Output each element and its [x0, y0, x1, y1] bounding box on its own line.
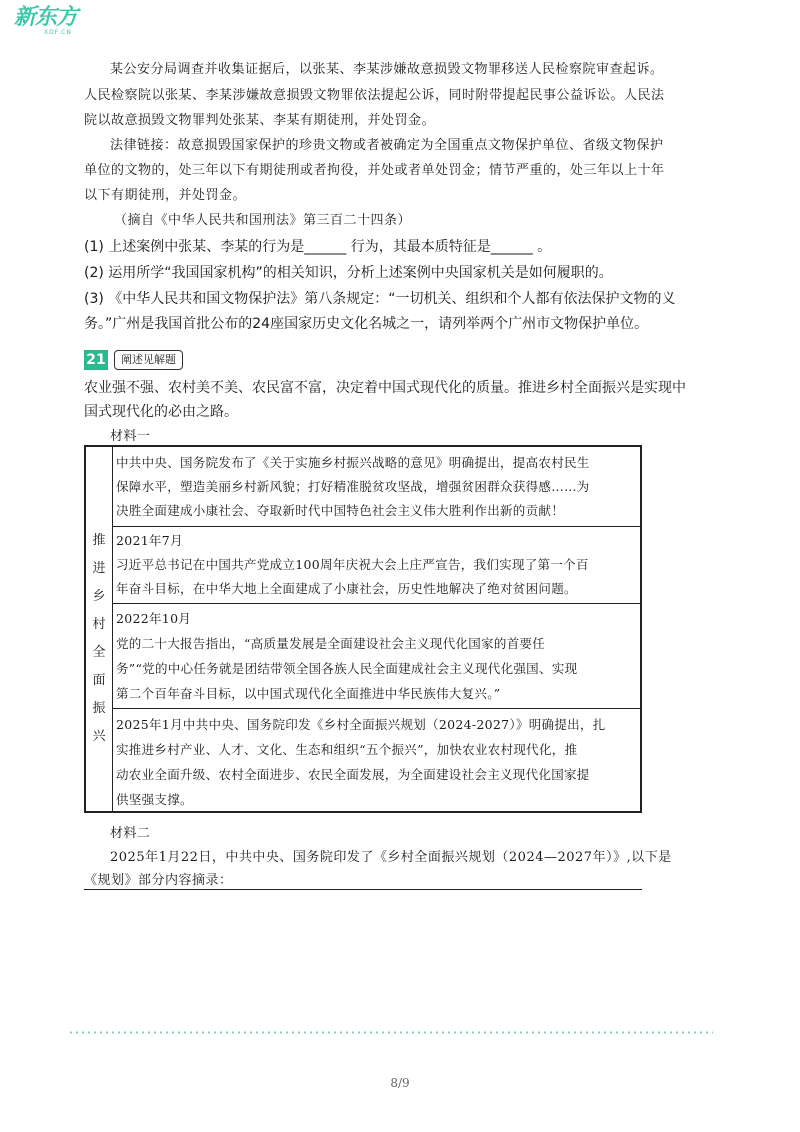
law-source: （摘自《中华人民共和国刑法》第三百二十四条）: [114, 213, 412, 228]
case-line-1: 某公安分局调查并收集证据后，以张某、李某涉嫌故意损毁文物罪移送人民检察院审查起诉。: [110, 62, 664, 77]
table-cell-line: 年奋斗目标，在中华大地上全面建成了小康社会，历史性地解决了绝对贫困问题。: [116, 581, 577, 596]
question-1: (1) 上述案例中张某、李某的行为是______ 行为，其最本质特征是______ 。: [84, 239, 552, 255]
q21-intro-line-2: 国式现代化的必由之路。: [84, 404, 238, 420]
section-underline: [84, 889, 642, 890]
page-number: 8/9: [390, 1076, 410, 1090]
table-cell-date: 2021年7月: [116, 533, 183, 548]
logo-subtext: XDF.CN: [44, 29, 72, 36]
table-divider: [112, 447, 113, 811]
question-number-badge: 21: [84, 350, 108, 370]
q21-intro-line-1: 农业强不强、农村美不美、农民富不富，决定着中国式现代化的质量。推进乡村全面振兴是实现中: [84, 380, 686, 396]
row-divider: [112, 603, 640, 604]
row-divider: [112, 526, 640, 527]
material-2-line-2: 《规划》部分内容摘录：: [84, 873, 233, 888]
material-2-line-1: 2025年1月22日，中共中央、国务院印发了《乡村全面振兴规划（2024—2027年）》,以下是: [110, 850, 672, 865]
case-line-3: 院以故意损毁文物罪判处张某、李某有期徒刑，并处罚金。: [84, 113, 436, 128]
law-link-line-3: 以下有期徒刑，并处罚金。: [84, 188, 247, 203]
question-type-tag: 阐述见解题: [114, 350, 183, 370]
table-cell-line: 中共中央、国务院发布了《关于实施乡村振兴战略的意见》明确提出，提高农村民生: [116, 455, 590, 470]
side-label: 推 进 乡 村 全 面 振 兴: [92, 533, 106, 744]
table-cell-line: 实推进乡村产业、人才、文化、生态和组织“五个振兴”，加快农业农村现代化，推: [116, 742, 578, 757]
material-1-label: 材料一: [110, 429, 151, 444]
question-3-line-1: (3) 《中华人民共和国文物保护法》第八条规定：“一切机关、组织和个人都有依法保护文物的义: [84, 291, 676, 307]
table-cell-line: 保障水平，塑造美丽乡村新风貌；打好精准脱贫攻坚战，增强贫困群众获得感……为: [116, 479, 590, 494]
case-line-2: 人民检察院以张某、李某涉嫌故意损毁文物罪依法提起公诉，同时附带提起民事公益诉讼。人民法: [84, 88, 665, 103]
table-cell-date: 2022年10月: [116, 611, 192, 626]
law-link-line-1: 法律链接：故意损毁国家保护的珍贵文物或者被确定为全国重点文物保护单位、省级文物保护: [110, 138, 664, 153]
question-3-line-2: 务。”广州是我国首批公布的24座国家历史文化名城之一，请列举两个广州市文物保护单位。: [84, 316, 649, 332]
table-cell-line: 2025年1月中共中央、国务院印发《乡村全面振兴规划（2024-2027）》明确提出，扎: [116, 717, 606, 732]
table-cell-line: 党的二十大报告指出，“高质量发展是全面建设社会主义现代化国家的首要任: [116, 636, 546, 651]
table-cell-line: 决胜全面建成小康社会、夺取新时代中国特色社会主义伟大胜利作出新的贡献！: [116, 503, 565, 518]
material-table: [84, 445, 642, 813]
logo: [14, 6, 114, 42]
table-cell-line: 第二个百年奋斗目标，以中国式现代化全面推进中华民族伟大复兴。”: [116, 686, 501, 701]
law-link-line-2: 单位的文物的，处三年以下有期徒刑或者拘役，并处或者单处罚金；情节严重的，处三年以上十年: [84, 163, 665, 178]
table-cell-line: 务”“党的中心任务就是团结带领全国各族人民全面建成社会主义现代化强国、实现: [116, 661, 578, 676]
row-divider: [112, 708, 640, 709]
material-2-label: 材料二: [110, 826, 151, 841]
table-cell-line: 习近平总书记在中国共产党成立100周年庆祝大会上庄严宣告，我们实现了第一个百: [116, 557, 589, 572]
dotted-divider: [68, 1031, 713, 1034]
question-2: (2) 运用所学“我国国家机构”的相关知识，分析上述案例中央国家机关是如何履职的。: [84, 265, 613, 281]
logo-text: 新东方: [14, 5, 78, 30]
table-cell-line: 动农业全面升级、农村全面进步、农民全面发展，为全面建设社会主义现代化国家提: [116, 767, 590, 782]
table-cell-line: 供坚强支撑。: [116, 792, 193, 807]
